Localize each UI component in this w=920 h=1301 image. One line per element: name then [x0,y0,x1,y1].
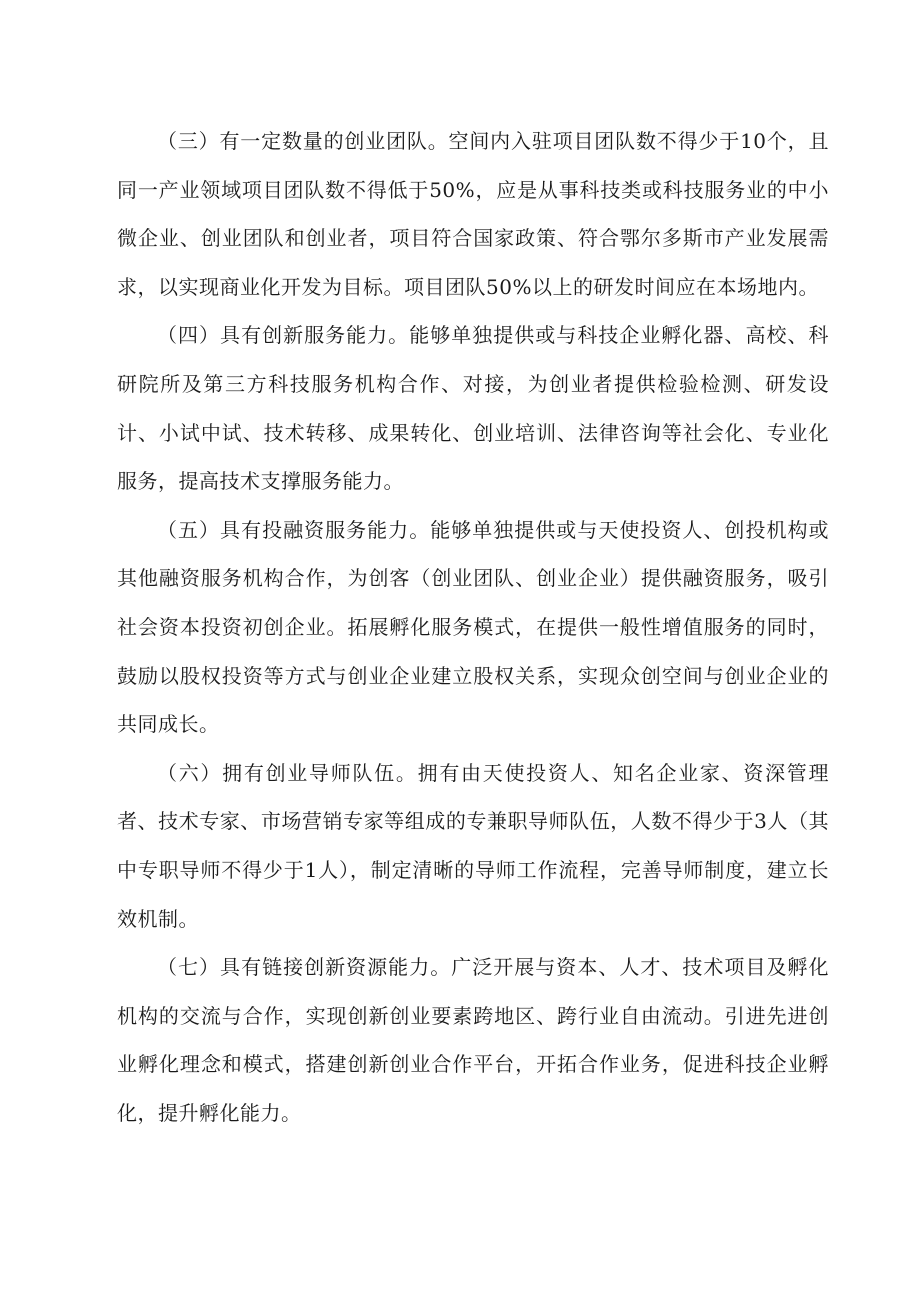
paragraph-innovation-services: （四）具有创新服务能力。能够单独提供或与科技企业孵化器、高校、科研院所及第三方科技服务机构合作、对接，为创业者提供检验检测、研发设计、小试中试、技术转移、成果转化、创业培训、法律咨询等社会化、专业化服务，提高技术支撑服务能力。 [117,323,829,494]
paragraph-mentor-team: （六）拥有创业导师队伍。拥有由天使投资人、知名企业家、资深管理者、技术专家、市场营销专家等组成的专兼职导师队伍，人数不得少于3人（其中专职导师不得少于1人），制定清晰的导师工作流程，完善导师制度，建立长效机制。 [117,760,829,931]
document-body [117,117,829,1137]
paragraph-resource-linking: （七）具有链接创新资源能力。广泛开展与资本、人才、技术项目及孵化机构的交流与合作，实现创新创业要素跨地区、跨行业自由流动。引进先进创业孵化理念和模式，搭建创新创业合作平台，开拓合作业务，促进科技企业孵化，提升孵化能力。 [117,955,829,1125]
paragraph-team-requirements: （三）有一定数量的创业团队。空间内入驻项目团队数不得少于10个，且同一产业领域项目团队数不得低于50%，应是从事科技类或科技服务业的中小微企业、创业团队和创业者，项目符合国家政策、符合鄂尔多斯市产业发展需求，以实现商业化开发为目标。项目团队50%以上的研发时间应在本场地内。 [117,129,829,299]
paragraph-financing-services: （五）具有投融资服务能力。能够单独提供或与天使投资人、创投机构或其他融资服务机构合作，为创客（创业团队、创业企业）提供融资服务，吸引社会资本投资初创企业。拓展孵化服务模式，在提供一般性增值服务的同时，鼓励以股权投资等方式与创业企业建立股权关系，实现众创空间与创业企业的共同成长。 [117,517,829,737]
